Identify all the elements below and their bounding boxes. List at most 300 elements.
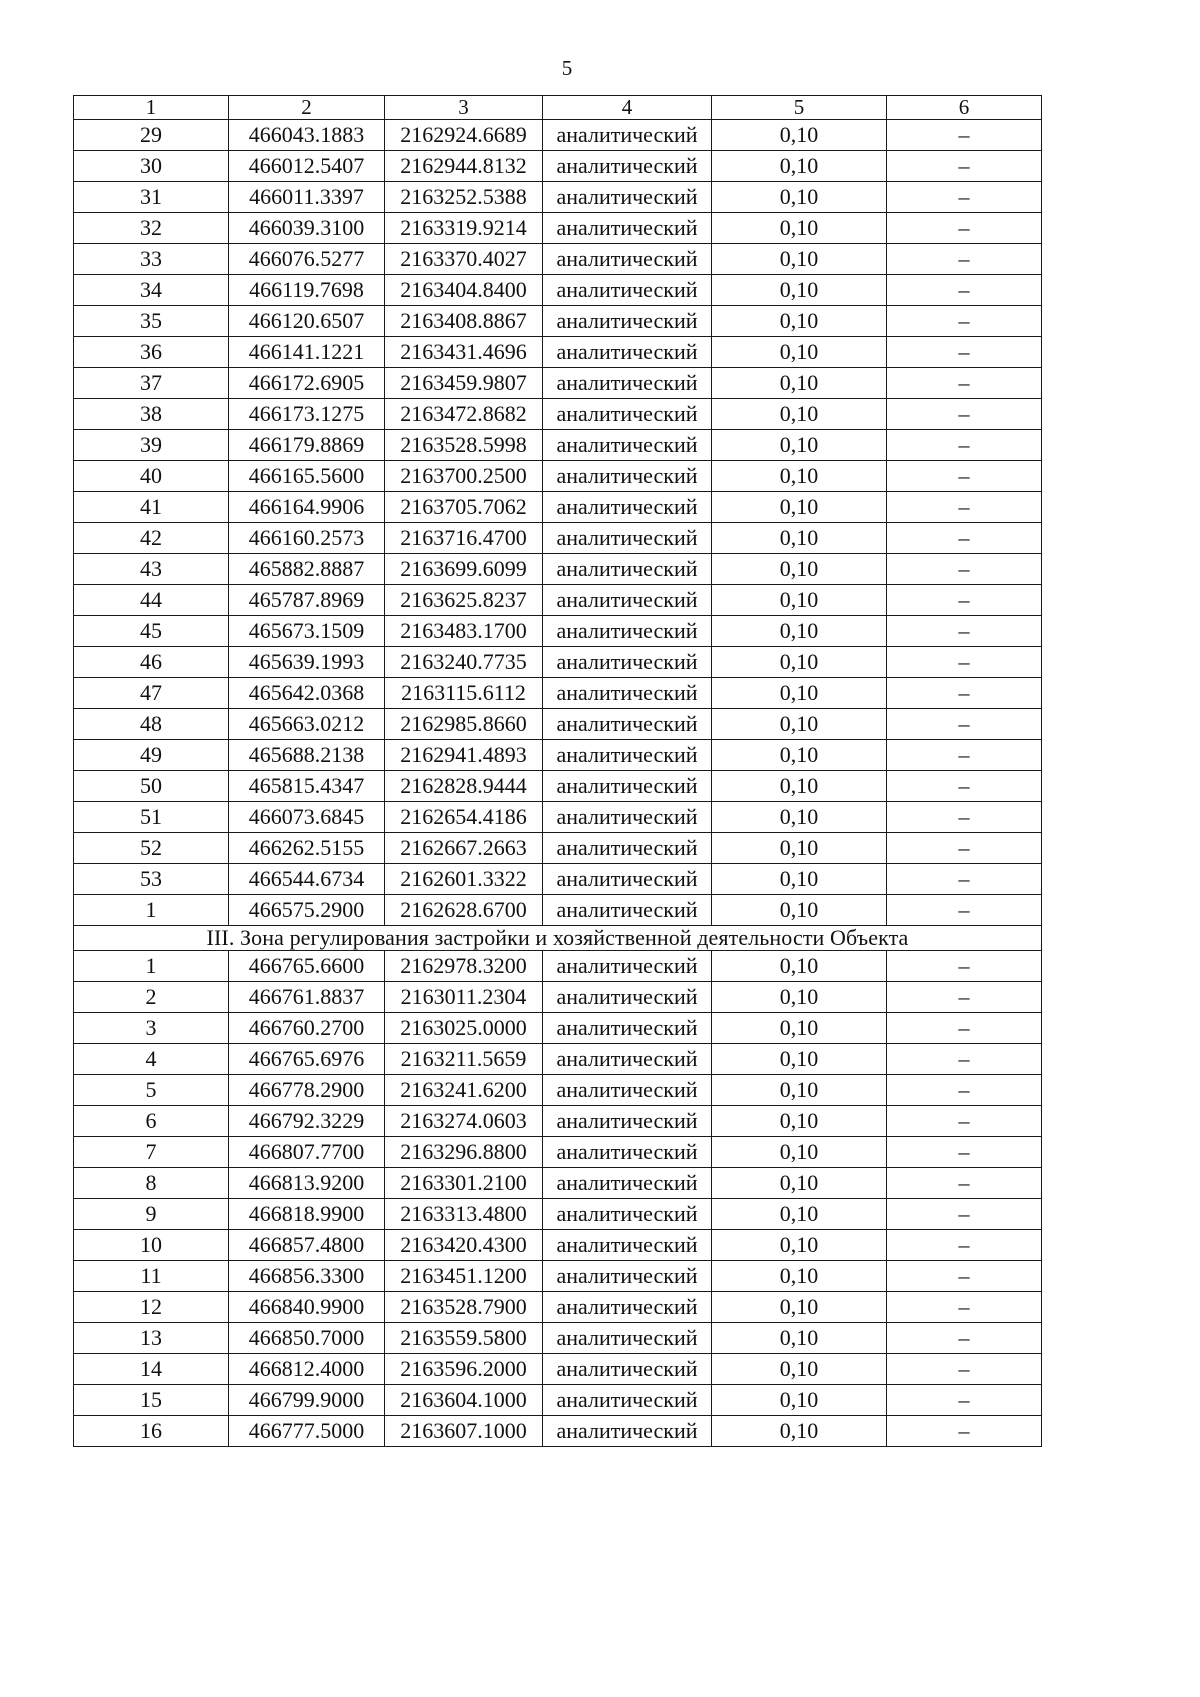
coord-y-cell: 2163301.2100 bbox=[385, 1168, 543, 1199]
coord-x-cell: 465787.8969 bbox=[229, 585, 385, 616]
coord-x-cell: 465639.1993 bbox=[229, 647, 385, 678]
coord-x-cell: 466818.9900 bbox=[229, 1199, 385, 1230]
table-row bbox=[74, 740, 1042, 771]
coord-y-cell: 2163625.8237 bbox=[385, 585, 543, 616]
method-cell: аналитический bbox=[543, 368, 712, 399]
note-cell: – bbox=[887, 982, 1042, 1013]
coord-y-cell: 2163370.4027 bbox=[385, 244, 543, 275]
coord-x-cell: 466544.6734 bbox=[229, 864, 385, 895]
table-row bbox=[74, 802, 1042, 833]
coord-x-cell: 466778.2900 bbox=[229, 1075, 385, 1106]
accuracy-cell: 0,10 bbox=[712, 951, 887, 982]
coord-y-cell: 2163459.9807 bbox=[385, 368, 543, 399]
point-number-cell: 40 bbox=[74, 461, 229, 492]
coord-x-cell: 466172.6905 bbox=[229, 368, 385, 399]
accuracy-cell: 0,10 bbox=[712, 1292, 887, 1323]
accuracy-cell: 0,10 bbox=[712, 430, 887, 461]
point-number-cell: 45 bbox=[74, 616, 229, 647]
accuracy-cell: 0,10 bbox=[712, 802, 887, 833]
coord-x-cell: 465688.2138 bbox=[229, 740, 385, 771]
accuracy-cell: 0,10 bbox=[712, 740, 887, 771]
table-row bbox=[74, 399, 1042, 430]
accuracy-cell: 0,10 bbox=[712, 1168, 887, 1199]
accuracy-cell: 0,10 bbox=[712, 1199, 887, 1230]
method-cell: аналитический bbox=[543, 833, 712, 864]
table-row bbox=[74, 1075, 1042, 1106]
method-cell: аналитический bbox=[543, 1199, 712, 1230]
table-row bbox=[74, 678, 1042, 709]
coord-y-cell: 2163240.7735 bbox=[385, 647, 543, 678]
table-row bbox=[74, 616, 1042, 647]
note-cell: – bbox=[887, 523, 1042, 554]
accuracy-cell: 0,10 bbox=[712, 492, 887, 523]
method-cell: аналитический bbox=[543, 1416, 712, 1447]
coord-y-cell: 2162628.6700 bbox=[385, 895, 543, 926]
point-number-cell: 2 bbox=[74, 982, 229, 1013]
accuracy-cell: 0,10 bbox=[712, 399, 887, 430]
note-cell: – bbox=[887, 647, 1042, 678]
point-number-cell: 39 bbox=[74, 430, 229, 461]
point-number-cell: 46 bbox=[74, 647, 229, 678]
method-cell: аналитический bbox=[543, 864, 712, 895]
note-cell: – bbox=[887, 1168, 1042, 1199]
accuracy-cell: 0,10 bbox=[712, 182, 887, 213]
coord-x-cell: 466792.3229 bbox=[229, 1106, 385, 1137]
accuracy-cell: 0,10 bbox=[712, 554, 887, 585]
note-cell: – bbox=[887, 1323, 1042, 1354]
coord-y-cell: 2163408.8867 bbox=[385, 306, 543, 337]
note-cell: – bbox=[887, 461, 1042, 492]
coord-x-cell: 466857.4800 bbox=[229, 1230, 385, 1261]
point-number-cell: 9 bbox=[74, 1199, 229, 1230]
table-row bbox=[74, 1292, 1042, 1323]
point-number-cell: 1 bbox=[74, 951, 229, 982]
table-row bbox=[74, 1168, 1042, 1199]
table-header-row bbox=[74, 96, 1042, 120]
accuracy-cell: 0,10 bbox=[712, 151, 887, 182]
accuracy-cell: 0,10 bbox=[712, 120, 887, 151]
coord-x-cell: 466011.3397 bbox=[229, 182, 385, 213]
accuracy-cell: 0,10 bbox=[712, 1354, 887, 1385]
point-number-cell: 30 bbox=[74, 151, 229, 182]
method-cell: аналитический bbox=[543, 120, 712, 151]
point-number-cell: 29 bbox=[74, 120, 229, 151]
point-number-cell: 52 bbox=[74, 833, 229, 864]
coord-x-cell: 466262.5155 bbox=[229, 833, 385, 864]
coord-x-cell: 466850.7000 bbox=[229, 1323, 385, 1354]
point-number-cell: 10 bbox=[74, 1230, 229, 1261]
note-cell: – bbox=[887, 1137, 1042, 1168]
note-cell: – bbox=[887, 771, 1042, 802]
table-row bbox=[74, 709, 1042, 740]
note-cell: – bbox=[887, 399, 1042, 430]
coord-y-cell: 2163274.0603 bbox=[385, 1106, 543, 1137]
coordinates-table-body bbox=[74, 96, 1042, 1447]
accuracy-cell: 0,10 bbox=[712, 275, 887, 306]
coord-x-cell: 466039.3100 bbox=[229, 213, 385, 244]
point-number-cell: 33 bbox=[74, 244, 229, 275]
note-cell: – bbox=[887, 337, 1042, 368]
table-row bbox=[74, 151, 1042, 182]
accuracy-cell: 0,10 bbox=[712, 1106, 887, 1137]
accuracy-cell: 0,10 bbox=[712, 1416, 887, 1447]
coordinates-table bbox=[73, 95, 1042, 1447]
coord-y-cell: 2162654.4186 bbox=[385, 802, 543, 833]
method-cell: аналитический bbox=[543, 709, 712, 740]
point-number-cell: 41 bbox=[74, 492, 229, 523]
coord-y-cell: 2163699.6099 bbox=[385, 554, 543, 585]
point-number-cell: 42 bbox=[74, 523, 229, 554]
coord-x-cell: 465815.4347 bbox=[229, 771, 385, 802]
method-cell: аналитический bbox=[543, 1075, 712, 1106]
table-row bbox=[74, 895, 1042, 926]
point-number-cell: 13 bbox=[74, 1323, 229, 1354]
note-cell: – bbox=[887, 213, 1042, 244]
accuracy-cell: 0,10 bbox=[712, 1385, 887, 1416]
accuracy-cell: 0,10 bbox=[712, 585, 887, 616]
table-row bbox=[74, 244, 1042, 275]
table-row bbox=[74, 1230, 1042, 1261]
coord-y-cell: 2163420.4300 bbox=[385, 1230, 543, 1261]
accuracy-cell: 0,10 bbox=[712, 1261, 887, 1292]
accuracy-cell: 0,10 bbox=[712, 709, 887, 740]
table-row bbox=[74, 1323, 1042, 1354]
coord-x-cell: 466777.5000 bbox=[229, 1416, 385, 1447]
point-number-cell: 51 bbox=[74, 802, 229, 833]
note-cell: – bbox=[887, 1044, 1042, 1075]
note-cell: – bbox=[887, 616, 1042, 647]
coord-x-cell: 466141.1221 bbox=[229, 337, 385, 368]
table-row bbox=[74, 833, 1042, 864]
table-row bbox=[74, 306, 1042, 337]
coord-x-cell: 466043.1883 bbox=[229, 120, 385, 151]
coord-x-cell: 466165.5600 bbox=[229, 461, 385, 492]
table-row bbox=[74, 585, 1042, 616]
accuracy-cell: 0,10 bbox=[712, 461, 887, 492]
column-header: 5 bbox=[712, 96, 887, 120]
coord-y-cell: 2162944.8132 bbox=[385, 151, 543, 182]
column-header: 6 bbox=[887, 96, 1042, 120]
table-row bbox=[74, 951, 1042, 982]
point-number-cell: 50 bbox=[74, 771, 229, 802]
method-cell: аналитический bbox=[543, 430, 712, 461]
method-cell: аналитический bbox=[543, 1261, 712, 1292]
table-row bbox=[74, 461, 1042, 492]
coord-x-cell: 466840.9900 bbox=[229, 1292, 385, 1323]
coord-y-cell: 2163252.5388 bbox=[385, 182, 543, 213]
point-number-cell: 35 bbox=[74, 306, 229, 337]
accuracy-cell: 0,10 bbox=[712, 337, 887, 368]
coord-x-cell: 466076.5277 bbox=[229, 244, 385, 275]
accuracy-cell: 0,10 bbox=[712, 1075, 887, 1106]
method-cell: аналитический bbox=[543, 523, 712, 554]
accuracy-cell: 0,10 bbox=[712, 864, 887, 895]
table-row bbox=[74, 1137, 1042, 1168]
coord-y-cell: 2162978.3200 bbox=[385, 951, 543, 982]
point-number-cell: 14 bbox=[74, 1354, 229, 1385]
table-row bbox=[74, 492, 1042, 523]
coord-x-cell: 466575.2900 bbox=[229, 895, 385, 926]
coord-y-cell: 2163313.4800 bbox=[385, 1199, 543, 1230]
coord-y-cell: 2163319.9214 bbox=[385, 213, 543, 244]
note-cell: – bbox=[887, 492, 1042, 523]
note-cell: – bbox=[887, 430, 1042, 461]
point-number-cell: 44 bbox=[74, 585, 229, 616]
coord-y-cell: 2162828.9444 bbox=[385, 771, 543, 802]
coord-y-cell: 2163472.8682 bbox=[385, 399, 543, 430]
note-cell: – bbox=[887, 1075, 1042, 1106]
method-cell: аналитический bbox=[543, 461, 712, 492]
point-number-cell: 5 bbox=[74, 1075, 229, 1106]
point-number-cell: 16 bbox=[74, 1416, 229, 1447]
coord-x-cell: 466812.4000 bbox=[229, 1354, 385, 1385]
coord-x-cell: 465642.0368 bbox=[229, 678, 385, 709]
coord-x-cell: 466813.9200 bbox=[229, 1168, 385, 1199]
page-number: 5 bbox=[561, 56, 573, 80]
note-cell: – bbox=[887, 1106, 1042, 1137]
method-cell: аналитический bbox=[543, 895, 712, 926]
coord-y-cell: 2163211.5659 bbox=[385, 1044, 543, 1075]
table-row bbox=[74, 647, 1042, 678]
accuracy-cell: 0,10 bbox=[712, 1230, 887, 1261]
method-cell: аналитический bbox=[543, 213, 712, 244]
method-cell: аналитический bbox=[543, 585, 712, 616]
coord-y-cell: 2163607.1000 bbox=[385, 1416, 543, 1447]
coord-y-cell: 2163700.2500 bbox=[385, 461, 543, 492]
point-number-cell: 11 bbox=[74, 1261, 229, 1292]
table-row bbox=[74, 337, 1042, 368]
point-number-cell: 7 bbox=[74, 1137, 229, 1168]
method-cell: аналитический bbox=[543, 1354, 712, 1385]
coord-y-cell: 2163528.7900 bbox=[385, 1292, 543, 1323]
coord-x-cell: 466012.5407 bbox=[229, 151, 385, 182]
point-number-cell: 34 bbox=[74, 275, 229, 306]
point-number-cell: 43 bbox=[74, 554, 229, 585]
table-row bbox=[74, 523, 1042, 554]
coord-y-cell: 2163296.8800 bbox=[385, 1137, 543, 1168]
coord-y-cell: 2163404.8400 bbox=[385, 275, 543, 306]
accuracy-cell: 0,10 bbox=[712, 244, 887, 275]
note-cell: – bbox=[887, 151, 1042, 182]
point-number-cell: 4 bbox=[74, 1044, 229, 1075]
coord-x-cell: 466173.1275 bbox=[229, 399, 385, 430]
method-cell: аналитический bbox=[543, 647, 712, 678]
coord-x-cell: 466765.6600 bbox=[229, 951, 385, 982]
note-cell: – bbox=[887, 1199, 1042, 1230]
note-cell: – bbox=[887, 802, 1042, 833]
table-row bbox=[74, 120, 1042, 151]
accuracy-cell: 0,10 bbox=[712, 647, 887, 678]
note-cell: – bbox=[887, 275, 1042, 306]
method-cell: аналитический bbox=[543, 182, 712, 213]
table-row bbox=[74, 213, 1042, 244]
table-row bbox=[74, 1385, 1042, 1416]
coord-y-cell: 2163559.5800 bbox=[385, 1323, 543, 1354]
point-number-cell: 32 bbox=[74, 213, 229, 244]
point-number-cell: 31 bbox=[74, 182, 229, 213]
method-cell: аналитический bbox=[543, 492, 712, 523]
coord-x-cell: 466120.6507 bbox=[229, 306, 385, 337]
note-cell: – bbox=[887, 1385, 1042, 1416]
coord-x-cell: 465882.8887 bbox=[229, 554, 385, 585]
coord-x-cell: 465663.0212 bbox=[229, 709, 385, 740]
table-row bbox=[74, 1044, 1042, 1075]
table-row bbox=[74, 982, 1042, 1013]
point-number-cell: 49 bbox=[74, 740, 229, 771]
note-cell: – bbox=[887, 864, 1042, 895]
accuracy-cell: 0,10 bbox=[712, 833, 887, 864]
column-header: 1 bbox=[74, 96, 229, 120]
point-number-cell: 1 bbox=[74, 895, 229, 926]
method-cell: аналитический bbox=[543, 616, 712, 647]
table-row bbox=[74, 430, 1042, 461]
method-cell: аналитический bbox=[543, 554, 712, 585]
note-cell: – bbox=[887, 306, 1042, 337]
point-number-cell: 47 bbox=[74, 678, 229, 709]
accuracy-cell: 0,10 bbox=[712, 1044, 887, 1075]
accuracy-cell: 0,10 bbox=[712, 1013, 887, 1044]
note-cell: – bbox=[887, 1261, 1042, 1292]
point-number-cell: 12 bbox=[74, 1292, 229, 1323]
note-cell: – bbox=[887, 1416, 1042, 1447]
point-number-cell: 48 bbox=[74, 709, 229, 740]
method-cell: аналитический bbox=[543, 1230, 712, 1261]
coord-y-cell: 2162924.6689 bbox=[385, 120, 543, 151]
coord-y-cell: 2162667.2663 bbox=[385, 833, 543, 864]
table-row bbox=[74, 1106, 1042, 1137]
table-row bbox=[74, 1013, 1042, 1044]
table-row bbox=[74, 182, 1042, 213]
accuracy-cell: 0,10 bbox=[712, 523, 887, 554]
method-cell: аналитический bbox=[543, 244, 712, 275]
section-title-row bbox=[74, 926, 1042, 951]
method-cell: аналитический bbox=[543, 399, 712, 430]
method-cell: аналитический bbox=[543, 1292, 712, 1323]
method-cell: аналитический bbox=[543, 1044, 712, 1075]
coord-y-cell: 2163431.4696 bbox=[385, 337, 543, 368]
coord-y-cell: 2163604.1000 bbox=[385, 1385, 543, 1416]
coord-y-cell: 2162941.4893 bbox=[385, 740, 543, 771]
accuracy-cell: 0,10 bbox=[712, 368, 887, 399]
method-cell: аналитический bbox=[543, 678, 712, 709]
note-cell: – bbox=[887, 120, 1042, 151]
accuracy-cell: 0,10 bbox=[712, 616, 887, 647]
table-row bbox=[74, 554, 1042, 585]
coord-x-cell: 466179.8869 bbox=[229, 430, 385, 461]
coord-y-cell: 2163705.7062 bbox=[385, 492, 543, 523]
coord-x-cell: 466073.6845 bbox=[229, 802, 385, 833]
coord-x-cell: 466119.7698 bbox=[229, 275, 385, 306]
coord-y-cell: 2163241.6200 bbox=[385, 1075, 543, 1106]
note-cell: – bbox=[887, 740, 1042, 771]
accuracy-cell: 0,10 bbox=[712, 771, 887, 802]
coord-y-cell: 2163025.0000 bbox=[385, 1013, 543, 1044]
method-cell: аналитический bbox=[543, 275, 712, 306]
note-cell: – bbox=[887, 1354, 1042, 1385]
note-cell: – bbox=[887, 554, 1042, 585]
coord-x-cell: 466807.7700 bbox=[229, 1137, 385, 1168]
table-row bbox=[74, 368, 1042, 399]
accuracy-cell: 0,10 bbox=[712, 306, 887, 337]
method-cell: аналитический bbox=[543, 1013, 712, 1044]
point-number-cell: 6 bbox=[74, 1106, 229, 1137]
coord-y-cell: 2163483.1700 bbox=[385, 616, 543, 647]
table-row bbox=[74, 1416, 1042, 1447]
method-cell: аналитический bbox=[543, 802, 712, 833]
column-header: 3 bbox=[385, 96, 543, 120]
note-cell: – bbox=[887, 244, 1042, 275]
method-cell: аналитический bbox=[543, 982, 712, 1013]
accuracy-cell: 0,10 bbox=[712, 678, 887, 709]
coord-x-cell: 466760.2700 bbox=[229, 1013, 385, 1044]
coord-y-cell: 2163528.5998 bbox=[385, 430, 543, 461]
method-cell: аналитический bbox=[543, 951, 712, 982]
column-header: 2 bbox=[229, 96, 385, 120]
method-cell: аналитический bbox=[543, 1323, 712, 1354]
coord-y-cell: 2163596.2000 bbox=[385, 1354, 543, 1385]
note-cell: – bbox=[887, 951, 1042, 982]
coord-x-cell: 465673.1509 bbox=[229, 616, 385, 647]
point-number-cell: 38 bbox=[74, 399, 229, 430]
note-cell: – bbox=[887, 182, 1042, 213]
coord-x-cell: 466765.6976 bbox=[229, 1044, 385, 1075]
column-header: 4 bbox=[543, 96, 712, 120]
coord-x-cell: 466164.9906 bbox=[229, 492, 385, 523]
table-row bbox=[74, 275, 1042, 306]
method-cell: аналитический bbox=[543, 1106, 712, 1137]
coord-x-cell: 466761.8837 bbox=[229, 982, 385, 1013]
coord-x-cell: 466799.9000 bbox=[229, 1385, 385, 1416]
note-cell: – bbox=[887, 678, 1042, 709]
method-cell: аналитический bbox=[543, 306, 712, 337]
accuracy-cell: 0,10 bbox=[712, 895, 887, 926]
coord-y-cell: 2163716.4700 bbox=[385, 523, 543, 554]
table-row bbox=[74, 1261, 1042, 1292]
point-number-cell: 53 bbox=[74, 864, 229, 895]
table-row bbox=[74, 1354, 1042, 1385]
table-row bbox=[74, 771, 1042, 802]
coord-y-cell: 2163115.6112 bbox=[385, 678, 543, 709]
point-number-cell: 3 bbox=[74, 1013, 229, 1044]
coord-y-cell: 2163451.1200 bbox=[385, 1261, 543, 1292]
note-cell: – bbox=[887, 1013, 1042, 1044]
note-cell: – bbox=[887, 833, 1042, 864]
accuracy-cell: 0,10 bbox=[712, 1137, 887, 1168]
accuracy-cell: 0,10 bbox=[712, 213, 887, 244]
accuracy-cell: 0,10 bbox=[712, 982, 887, 1013]
coord-y-cell: 2162601.3322 bbox=[385, 864, 543, 895]
coord-y-cell: 2162985.8660 bbox=[385, 709, 543, 740]
method-cell: аналитический bbox=[543, 1168, 712, 1199]
point-number-cell: 36 bbox=[74, 337, 229, 368]
table-row bbox=[74, 1199, 1042, 1230]
note-cell: – bbox=[887, 585, 1042, 616]
accuracy-cell: 0,10 bbox=[712, 1323, 887, 1354]
point-number-cell: 8 bbox=[74, 1168, 229, 1199]
point-number-cell: 37 bbox=[74, 368, 229, 399]
method-cell: аналитический bbox=[543, 1385, 712, 1416]
note-cell: – bbox=[887, 895, 1042, 926]
coord-x-cell: 466160.2573 bbox=[229, 523, 385, 554]
coord-y-cell: 2163011.2304 bbox=[385, 982, 543, 1013]
coord-x-cell: 466856.3300 bbox=[229, 1261, 385, 1292]
method-cell: аналитический bbox=[543, 771, 712, 802]
note-cell: – bbox=[887, 1292, 1042, 1323]
table-row bbox=[74, 864, 1042, 895]
point-number-cell: 15 bbox=[74, 1385, 229, 1416]
note-cell: – bbox=[887, 368, 1042, 399]
method-cell: аналитический bbox=[543, 1137, 712, 1168]
